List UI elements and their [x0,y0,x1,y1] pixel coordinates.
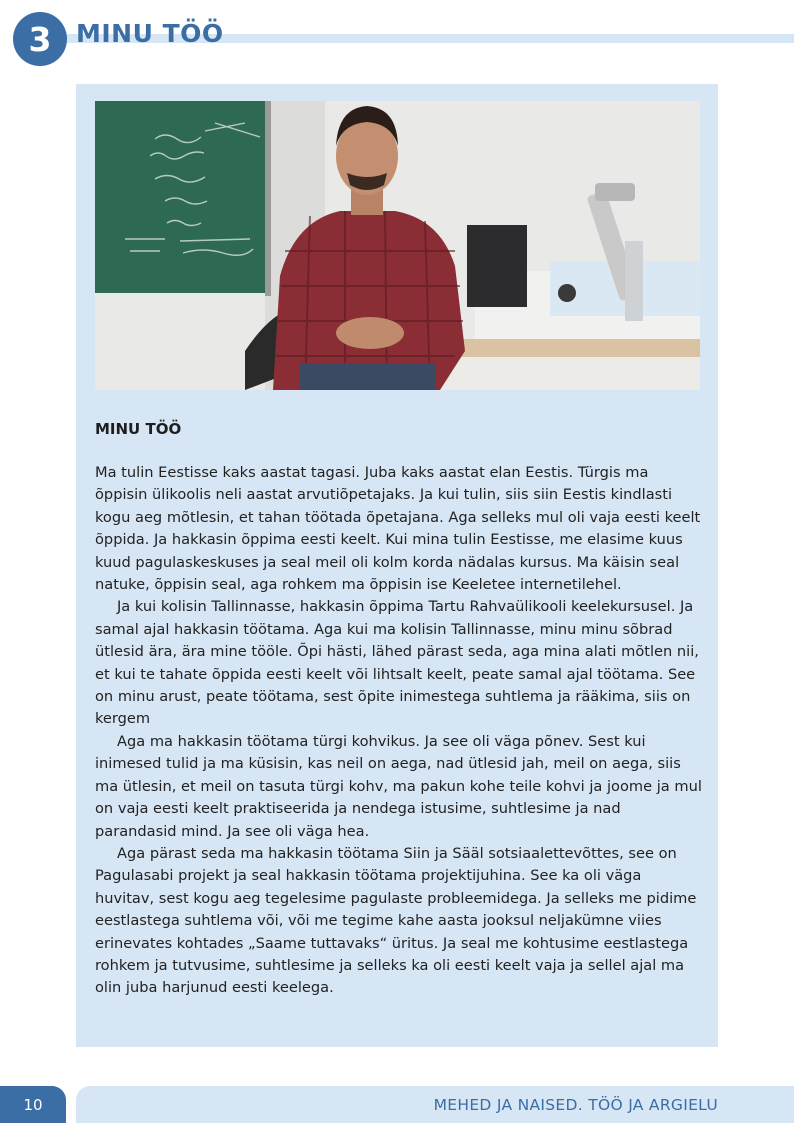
article-heading: MINU TÖÖ [95,420,182,438]
chapter-number-badge: 3 [13,12,67,66]
chapter-title: MINU TÖÖ [76,19,224,48]
footer-title: MEHED JA NAISED. TÖÖ JA ARGIELU [433,1096,718,1114]
content-panel [76,84,718,1047]
photo-man-in-classroom [95,101,700,390]
article-paragraph: Aga pärast seda ma hakkasin töötama Siin ja Sääl sotsiaalettevõttes, see on Pagulasabi projekt ja seal hakkasin töötama projektijuhina. See ka oli väga huvitav, sest kogu aeg tegelesime pagulaste probleemidega. Ja selleks me pidime eestlastega suhtlema või, või me tegime kahe aasta jooksul neljakümne viies erinevates kohtades „Saame tuttavaks“ üritus. Ja seal me kohtusime eestlastega rohkem ja tutvusime, suhtlesime ja selleks ka oli eesti keelt vaja ja sellel ajal ma olin juba harjunud eesti keelega. [95,844,697,997]
article-paragraph: Ja kui kolisin Tallinnasse, hakkasin õppima Tartu Rahvaülikooli keelekursusel. Ja samal ajal hakkasin töötama. Aga kui ma kolisin Tallinnasse, minu minu sõbrad ütlesid ära, ära mine tööle. Õpi hästi, lähed pärast seda, aga mina alati mõtlen nii, et kui te tahate õppida eesti keelt või lihtsalt keelt, peate samal ajal töötama. See on minu arust, peate töötama, sest õpite inimestega suhtlema ja rääkima, siis on kergem [95,598,699,728]
article-paragraph: Ma tulin Eestisse kaks aastat tagasi. Juba kaks aastat elan Eestis. Türgis ma õppisin ülikoolis neli aastat arvutiõpetajaks. Ja kui tulin, siis siin Eestis kindlasti kogu aeg mõtlesin, et tahan töötada õpetajana. Aga selleks mul oli vaja eesti keelt õppida. Ja hakkasin õppima eesti keelt. Kui mina tulin Eestisse, me elasime kuus kuud pagulaskeskuses ja seal meil oli kolm korda nädalas kursus. Ma käisin seal natuke, õppisin seal, aga rohkem ma õppisin ise Keeletee internetilehel. [95,464,701,594]
article-body [95,462,703,1000]
page-number: 10 [0,1086,66,1123]
article-paragraph: Aga ma hakkasin töötama türgi kohvikus. Ja see oli väga põnev. Sest kui inimesed tulid ja ma küsisin, kas neil on aega, nad ütlesid jah, meil on aega, siis ma ütlesin, et meil on tasuta türgi kohv, ma pakun kohe teile kohvi ja joome ja mul on vaja eesti keelt praktiseerida ja nendega istusime, suhtlesime ja nad parandasid mind. Ja see oli väga hea. [95,732,702,840]
